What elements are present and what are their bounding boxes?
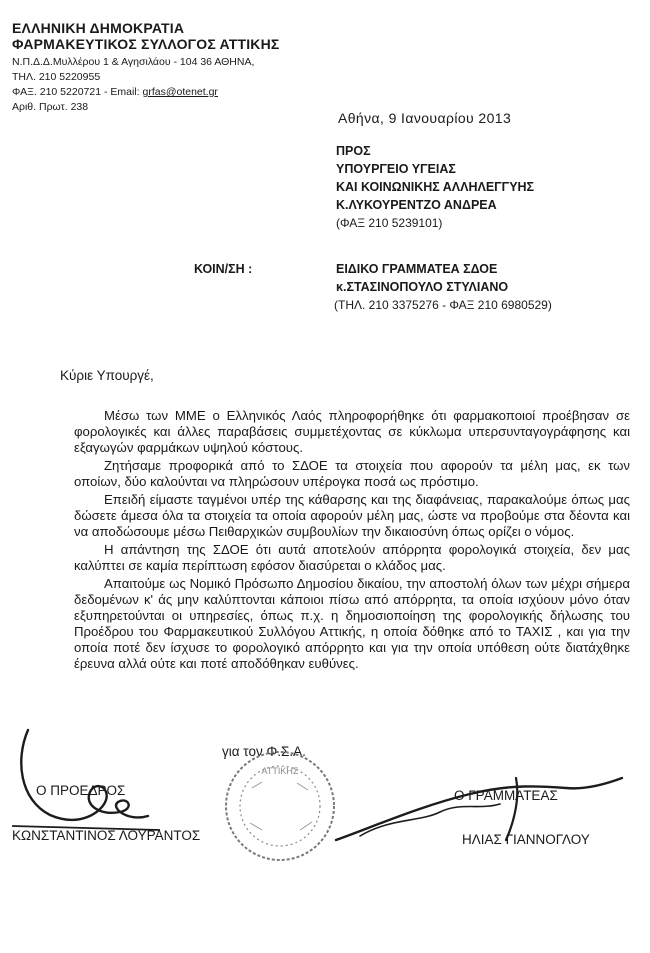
cc-label: ΚΟΙΝ/ΣΗ : bbox=[194, 262, 253, 276]
body-paragraph: Απαιτούμε ως Νομικό Πρόσωπο Δημοσίου δικαίου, την αποστολή όλων των μέχρι σήμερα δεδομένων κ' άς μην καλύπτονται κάποιοι πίσω από απόρρητα, τα οποία ισχύουν μόνο όταν εξυπηρετούνται οι υπηρεσίες, όπως π.χ. η δημοσιοποίηση της φορολογικής δήλωσης του Προέδρου του Φαρμακευτικού Συλλόγου Αττικής, η οποία δόθηκε από το ΤΑΧΙΣ , και για την οποία ποτέ δεν ίσχυσε το φορολογικό απόρρητο και για την οποία υπόθεση ούτε διατάχθηκε έρευνα αλλά ούτε και ποτέ αποδόθηκαν ευθύνες. bbox=[74, 576, 630, 671]
recipient-ministry: ΥΠΟΥΡΓΕΙΟ ΥΓΕΙΑΣ bbox=[336, 162, 456, 176]
body-paragraph: Η απάντηση της ΣΔΟΕ ότι αυτά αποτελούν απόρρητα φορολογικά στοιχεία, δεν μας καλύπτει σε καμία περίπτωση εφόσον διασύρεται ο κλάδος μας. bbox=[74, 542, 630, 573]
org-fax: ΦΑΞ. 210 5220721 - Email: bbox=[12, 86, 140, 98]
secretary-title: Ο ΓΡΑΜΜΑΤΕΑΣ bbox=[454, 788, 558, 803]
stamp-text: ΑΤΤΙΚΗΣ bbox=[261, 766, 299, 776]
org-phone: ΤΗΛ. 210 5220955 bbox=[12, 71, 101, 83]
recipient-label: ΠΡΟΣ bbox=[336, 144, 371, 158]
body-paragraph: Μέσω των ΜΜΕ ο Ελληνικός Λαός πληροφορήθηκε ότι φαρμακοποιοί προέβησαν σε φορολογικές και άλλες παραβάσεις συμμετέχοντας σε κύκλωμα υπερσυνταγογράφησης και εξαγωγών φαρμάκων υψηλού κόστους. bbox=[74, 408, 630, 455]
recipient-person: Κ.ΛΥΚΟΥΡΕΝΤΖΟ ΑΝΔΡΕΑ bbox=[336, 198, 497, 212]
org-address: Ν.Π.Δ.Δ.Μυλλέρου 1 & Αγησιλάου - 104 36 ΑΘΗΝΑ, bbox=[12, 56, 255, 68]
org-fax-email bbox=[12, 86, 218, 98]
salutation: Κύριε Υπουργέ, bbox=[60, 368, 154, 383]
secretary-signature-icon bbox=[330, 758, 630, 858]
cc-contact: (ΤΗΛ. 210 3375276 - ΦΑΞ 210 6980529) bbox=[334, 298, 552, 312]
president-title: Ο ΠΡΟΕΔΡΟΣ bbox=[36, 783, 126, 798]
letter-body bbox=[74, 408, 630, 674]
org-name: ΦΑΡΜΑΚΕΥΤΙΚΟΣ ΣΥΛΛΟΓΟΣ ΑΤΤΙΚΗΣ bbox=[12, 36, 280, 52]
body-paragraph: Επειδή είμαστε ταγμένοι υπέρ της κάθαρσης και της διαφάνειας, παρακαλούμε όπως μας δώσετε άμεσα όλα τα στοιχεία τα οποία αφορούν μέλη μας, ώστε να προβούμε στα δέοντα και να αποδώσουμε μέσω Πειθαρχικών συμβουλίων την δικαιοσύνη όπως ορίζει ο νόμος. bbox=[74, 492, 630, 539]
body-paragraph: Ζητήσαμε προφορικά από το ΣΔΟΕ τα στοιχεία που αφορούν τα μέλη μας, εκ των οποίων, δύο καλούνται να πληρώσουν υπέρογκα ποσά ως πρόστιμο. bbox=[74, 458, 630, 489]
recipient-fax: (ΦΑΞ 210 5239101) bbox=[336, 216, 443, 230]
president-name: ΚΩΝΣΤΑΝΤΙΝΟΣ ΛΟΥΡΑΝΤΟΣ bbox=[12, 828, 201, 843]
org-country: ΕΛΛΗΝΙΚΗ ΔΗΜΟΚΡΑΤΙΑ bbox=[12, 20, 185, 36]
on-behalf-label: για τον Φ.Σ.Α. bbox=[222, 744, 306, 759]
president-signature-icon bbox=[10, 720, 170, 850]
cc-office: ΕΙΔΙΚΟ ΓΡΑΜΜΑΤΕΑ ΣΔΟΕ bbox=[336, 262, 498, 276]
org-email-link[interactable]: grfas@otenet.gr bbox=[142, 86, 218, 98]
letter-date: Αθήνα, 9 Ιανουαρίου 2013 bbox=[338, 110, 512, 126]
cc-person: κ.ΣΤΑΣΙΝΟΠΟΥΛΟ ΣΤΥΛΙΑΝΟ bbox=[336, 280, 509, 294]
secretary-name: ΗΛΙΑΣ ΓΙΑΝΝΟΓΛΟΥ bbox=[462, 832, 590, 847]
protocol-number: Αριθ. Πρωτ. 238 bbox=[12, 101, 89, 113]
stamp-seal-icon bbox=[222, 748, 338, 864]
recipient-ministry-2: ΚΑΙ ΚΟΙΝΩΝΙΚΗΣ ΑΛΛΗΛΕΓΓΥΗΣ bbox=[336, 180, 535, 194]
